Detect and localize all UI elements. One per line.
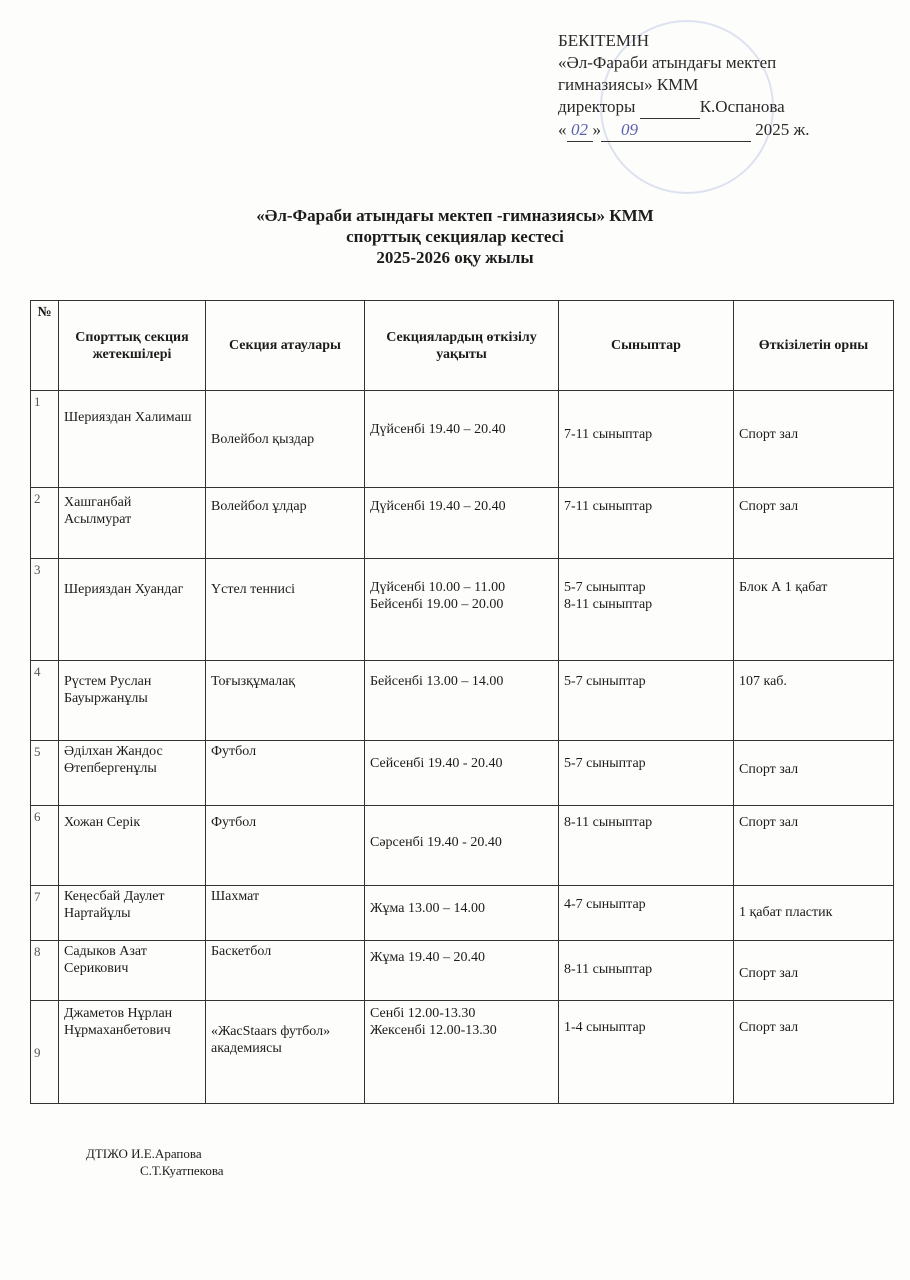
section-classes: 5-7 сыныптар 8-11 сыныптар <box>559 559 734 661</box>
table-header-row <box>31 301 894 391</box>
section-time: Бейсенбі 13.00 – 14.00 <box>365 661 559 741</box>
row-number: 9 <box>31 1001 59 1104</box>
table-row <box>31 488 894 559</box>
table-row <box>31 1001 894 1104</box>
date-close: » <box>592 120 601 139</box>
footer-signatories <box>86 1145 224 1179</box>
header-num: № <box>31 301 59 391</box>
approval-org: «Әл-Фараби атындағы мектеп <box>558 53 777 72</box>
date-year: 2025 ж. <box>755 120 810 139</box>
leader-name: Шерияздан Хуандаг <box>59 559 206 661</box>
header-classes: Сыныптар <box>559 301 734 391</box>
section-name: Баскетбол <box>206 941 365 1001</box>
section-place: Блок А 1 қабат <box>734 559 894 661</box>
section-place: Спорт зал <box>734 488 894 559</box>
approval-heading: БЕКІТЕМІН <box>558 31 649 50</box>
section-time: Жұма 19.40 – 20.40 <box>365 941 559 1001</box>
header-leaders: Спорттық секция жетекшілері <box>59 301 206 391</box>
header-place: Өткізілетін орны <box>734 301 894 391</box>
leader-name: Садыков Азат Серикович <box>59 941 206 1001</box>
section-place: Спорт зал <box>734 941 894 1001</box>
section-time: Дүйсенбі 10.00 – 11.00 Бейсенбі 19.00 – 20.00 <box>365 559 559 661</box>
row-number: 7 <box>31 886 59 941</box>
section-place: Спорт зал <box>734 741 894 806</box>
row-number: 2 <box>31 488 59 559</box>
leader-name: Шерияздан Халимаш <box>59 391 206 488</box>
title-line-2: спорттық секциялар кестесі <box>346 227 564 246</box>
section-place: 1 қабат пластик <box>734 886 894 941</box>
table-row <box>31 741 894 806</box>
section-time: Дүйсенбі 19.40 – 20.40 <box>365 488 559 559</box>
signature <box>640 96 700 119</box>
title-line-1: «Әл-Фараби атындағы мектеп -гимназиясы» КММ <box>256 206 654 225</box>
section-name: Тоғызқұмалақ <box>206 661 365 741</box>
footer-line-1: ДТІЖО И.Е.Арапова <box>86 1146 202 1161</box>
row-number: 8 <box>31 941 59 1001</box>
section-name: Футбол <box>206 741 365 806</box>
section-classes: 1-4 сыныптар <box>559 1001 734 1104</box>
leader-name: Кеңесбай Даулет Нартайұлы <box>59 886 206 941</box>
section-classes: 5-7 сыныптар <box>559 741 734 806</box>
section-time: Сейсенбі 19.40 - 20.40 <box>365 741 559 806</box>
header-time: Секциялардың өткізілу уақыты <box>365 301 559 391</box>
section-classes: 5-7 сыныптар <box>559 661 734 741</box>
section-classes: 4-7 сыныптар <box>559 886 734 941</box>
section-name: Шахмат <box>206 886 365 941</box>
sections-table <box>30 300 894 1104</box>
section-place: Спорт зал <box>734 806 894 886</box>
leader-name: Хожан Серік <box>59 806 206 886</box>
section-time: Сәрсенбі 19.40 - 20.40 <box>365 806 559 886</box>
row-number: 3 <box>31 559 59 661</box>
date-open: « <box>558 120 567 139</box>
row-number: 4 <box>31 661 59 741</box>
section-name: Волейбол қыздар <box>206 391 365 488</box>
table-row <box>31 559 894 661</box>
table-row <box>31 941 894 1001</box>
section-time: Сенбі 12.00-13.30 Жексенбі 12.00-13.30 <box>365 1001 559 1104</box>
header-section: Секция атаулары <box>206 301 365 391</box>
leader-name: Хашганбай Асылмурат <box>59 488 206 559</box>
footer-line-2: С.Т.Куатпекова <box>140 1163 224 1178</box>
section-classes: 8-11 сыныптар <box>559 806 734 886</box>
section-time: Жұма 13.00 – 14.00 <box>365 886 559 941</box>
section-place: 107 каб. <box>734 661 894 741</box>
section-classes: 7-11 сыныптар <box>559 488 734 559</box>
approval-block <box>558 30 810 142</box>
director-label: директоры <box>558 97 636 116</box>
row-number: 6 <box>31 806 59 886</box>
table-row <box>31 391 894 488</box>
section-name: Футбол <box>206 806 365 886</box>
row-number: 1 <box>31 391 59 488</box>
leader-name: Рүстем Руслан Бауыржанұлы <box>59 661 206 741</box>
title-line-3: 2025-2026 оқу жылы <box>376 248 534 267</box>
table-row <box>31 806 894 886</box>
table-row <box>31 661 894 741</box>
approval-org-2: гимназиясы» КММ <box>558 75 699 94</box>
section-place: Спорт зал <box>734 1001 894 1104</box>
table-row <box>31 886 894 941</box>
section-time: Дүйсенбі 19.40 – 20.40 <box>365 391 559 488</box>
leader-name: Әділхан Жандос Өтепбергенұлы <box>59 741 206 806</box>
section-place: Спорт зал <box>734 391 894 488</box>
section-name: Үстел теннисі <box>206 559 365 661</box>
section-classes: 8-11 сыныптар <box>559 941 734 1001</box>
section-name: Волейбол ұлдар <box>206 488 365 559</box>
date-day: 02 <box>567 119 593 142</box>
date-month: 09 <box>601 119 751 142</box>
director-name: К.Оспанова <box>699 97 785 116</box>
section-name: «ЖасStaars футбол» академиясы <box>206 1001 365 1104</box>
section-classes: 7-11 сыныптар <box>559 391 734 488</box>
leader-name: Джаметов Нұрлан Нұрмаханбетович <box>59 1001 206 1104</box>
row-number: 5 <box>31 741 59 806</box>
document-title <box>0 205 910 268</box>
